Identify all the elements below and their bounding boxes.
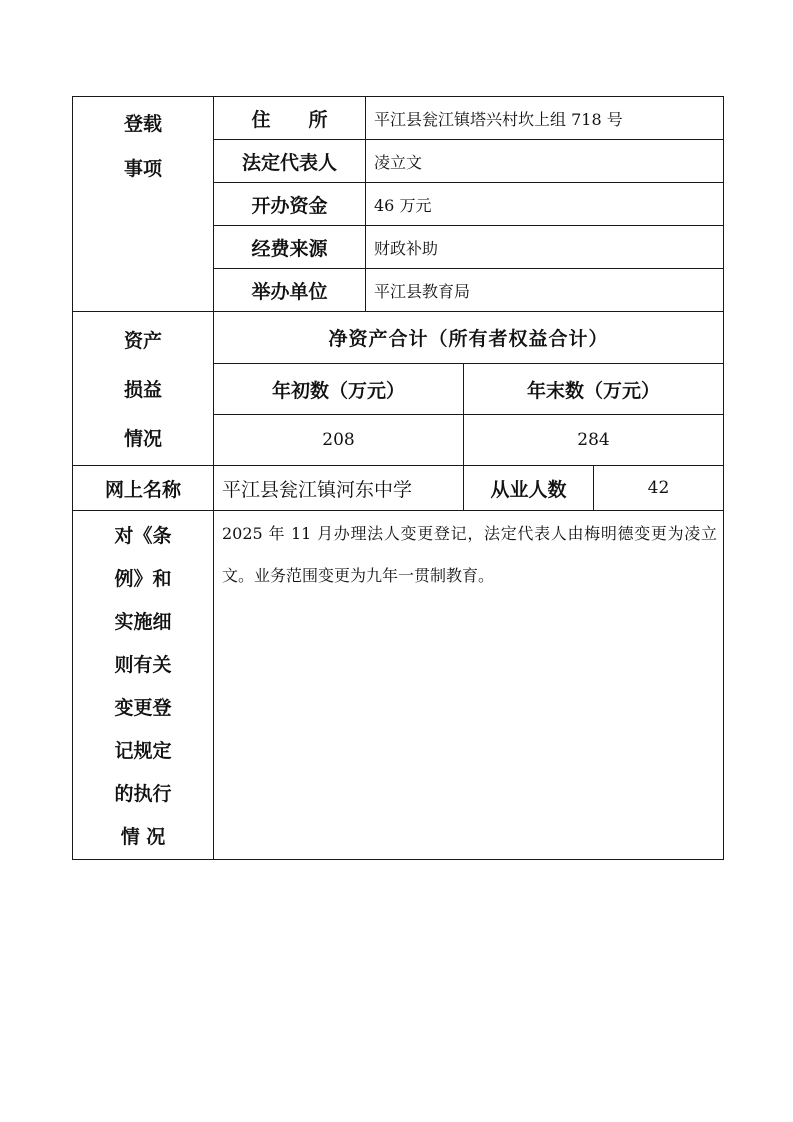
value-end-of-year: 284	[464, 415, 724, 466]
category-assets	[73, 312, 214, 466]
value-legal-rep: 凌立文	[366, 140, 724, 183]
label-staff-count: 从业人数	[464, 466, 594, 511]
category-compliance	[73, 511, 214, 860]
row-net-assets-title	[73, 312, 724, 364]
category-compliance-line-2: 例》和	[114, 568, 172, 590]
category-compliance-line-7: 的执行	[114, 783, 172, 805]
category-assets-line-3: 情况	[123, 428, 162, 450]
value-staff-count: 42	[594, 466, 724, 511]
category-assets-line-2: 损益	[123, 379, 162, 401]
category-assets-line-1: 资产	[123, 330, 162, 352]
category-registration-line-1: 登载	[123, 113, 162, 135]
label-capital: 开办资金	[214, 183, 366, 226]
category-compliance-line-3: 实施细	[114, 611, 172, 633]
value-capital: 46 万元	[366, 183, 724, 226]
label-online-name: 网上名称	[73, 466, 214, 511]
category-compliance-line-1: 对《条	[114, 525, 172, 547]
value-address: 平江县瓮江镇塔兴村坎上组 718 号	[366, 97, 724, 140]
value-sponsor: 平江县教育局	[366, 269, 724, 312]
label-address: 住 所	[214, 97, 366, 140]
category-registration-line-2: 事项	[123, 158, 162, 180]
category-compliance-line-8: 情 况	[120, 826, 166, 848]
row-address	[73, 97, 724, 140]
label-legal-rep: 法定代表人	[214, 140, 366, 183]
row-online-name	[73, 466, 724, 511]
compliance-remark-text: 2025 年 11 月办理法人变更登记，法定代表人由梅明德变更为凌立文。业务范围变更为九年一贯制教育。	[214, 511, 724, 860]
category-compliance-line-6: 记规定	[114, 740, 172, 762]
registration-report-table	[72, 96, 724, 860]
label-funding: 经费来源	[214, 226, 366, 269]
label-sponsor: 举办单位	[214, 269, 366, 312]
category-registration	[73, 97, 214, 312]
value-funding: 财政补助	[366, 226, 724, 269]
net-assets-title: 净资产合计（所有者权益合计）	[214, 312, 724, 364]
row-compliance	[73, 511, 724, 860]
header-begin-of-year: 年初数（万元）	[214, 364, 464, 415]
category-compliance-line-5: 变更登	[114, 697, 172, 719]
header-end-of-year: 年末数（万元）	[464, 364, 724, 415]
value-online-name: 平江县瓮江镇河东中学	[214, 466, 464, 511]
value-begin-of-year: 208	[214, 415, 464, 466]
category-compliance-line-4: 则有关	[114, 654, 172, 676]
